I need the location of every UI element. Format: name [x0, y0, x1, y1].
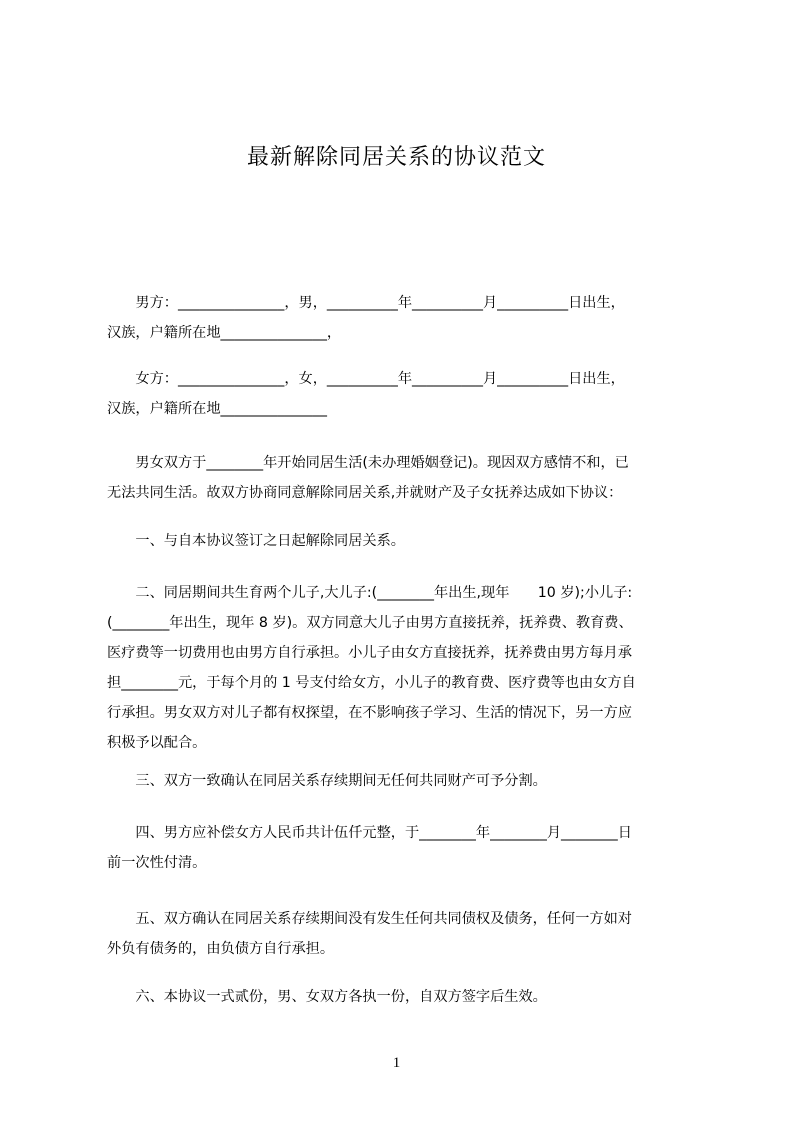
- text-line: 汉族，户籍所在地_______________，: [107, 325, 342, 341]
- text-line: 三、双方一致确认在同居关系存续期间无任何共同财产可予分割。: [107, 773, 547, 789]
- paragraph-male-party: [107, 288, 700, 348]
- paragraph-clause-2: [107, 578, 700, 758]
- text-line: (________年出生，现年 8 岁)。双方同意大儿子由男方直接抚养，抚养费、教育费、: [107, 615, 633, 631]
- text-line: 外负有债务的，由负债方自行承担。: [107, 941, 335, 957]
- paragraph-clause-3: [107, 766, 700, 796]
- text-line: 四、男方应补偿女方人民币共计伍仟元整，于________年________月________日: [107, 825, 632, 841]
- paragraph-clause-5: [107, 904, 700, 964]
- text-line: 一、与自本协议签订之日起解除同居关系。: [107, 533, 405, 549]
- text-line: 女方：_______________，女，__________年__________月__________日出生，: [107, 371, 625, 387]
- paragraph-preamble: [107, 448, 700, 508]
- text-line: 医疗费等一切费用也由男方自行承担。小儿子由女方直接抚养，抚养费由男方每月承: [107, 645, 632, 661]
- page-number: 1: [392, 1055, 401, 1071]
- text-line: 男女双方于________年开始同居生活(未办理婚姻登记)。现因双方感情不和，已: [107, 455, 629, 471]
- paragraph-female-party: [107, 364, 700, 424]
- paragraph-clause-1: [107, 526, 700, 556]
- text-line: 积极予以配合。: [107, 735, 207, 751]
- page-title: 最新解除同居关系的协议范文: [246, 145, 546, 170]
- text-line: 无法共同生活。故双方协商同意解除同居关系,并就财产及子女抚养达成如下协议：: [107, 485, 623, 501]
- text-line: 前一次性付清。: [107, 855, 207, 871]
- text-line: 五、双方确认在同居关系存续期间没有发生任何共同债权及债务，任何一方如对: [107, 911, 632, 927]
- text-line: 六、本协议一式贰份，男、女双方各执一份，自双方签字后生效。: [107, 989, 547, 1005]
- text-line: 汉族，户籍所在地_______________: [107, 401, 327, 417]
- text-line: 男方：_______________，男，__________年__________月__________日出生，: [107, 295, 625, 311]
- text-line: 行承担。男女双方对儿子都有权探望，在不影响孩子学习、生活的情况下，另一方应: [107, 705, 632, 721]
- text-line: 担________元，于每个月的 1 号支付给女方，小儿子的教育费、医疗费等也由女方自: [107, 675, 636, 691]
- paragraph-clause-4: [107, 818, 700, 878]
- text-line: 二、同居期间共生育两个儿子,大儿子:(________年出生,现年 10 岁);小儿子:: [107, 585, 633, 601]
- paragraph-clause-6: [107, 982, 700, 1012]
